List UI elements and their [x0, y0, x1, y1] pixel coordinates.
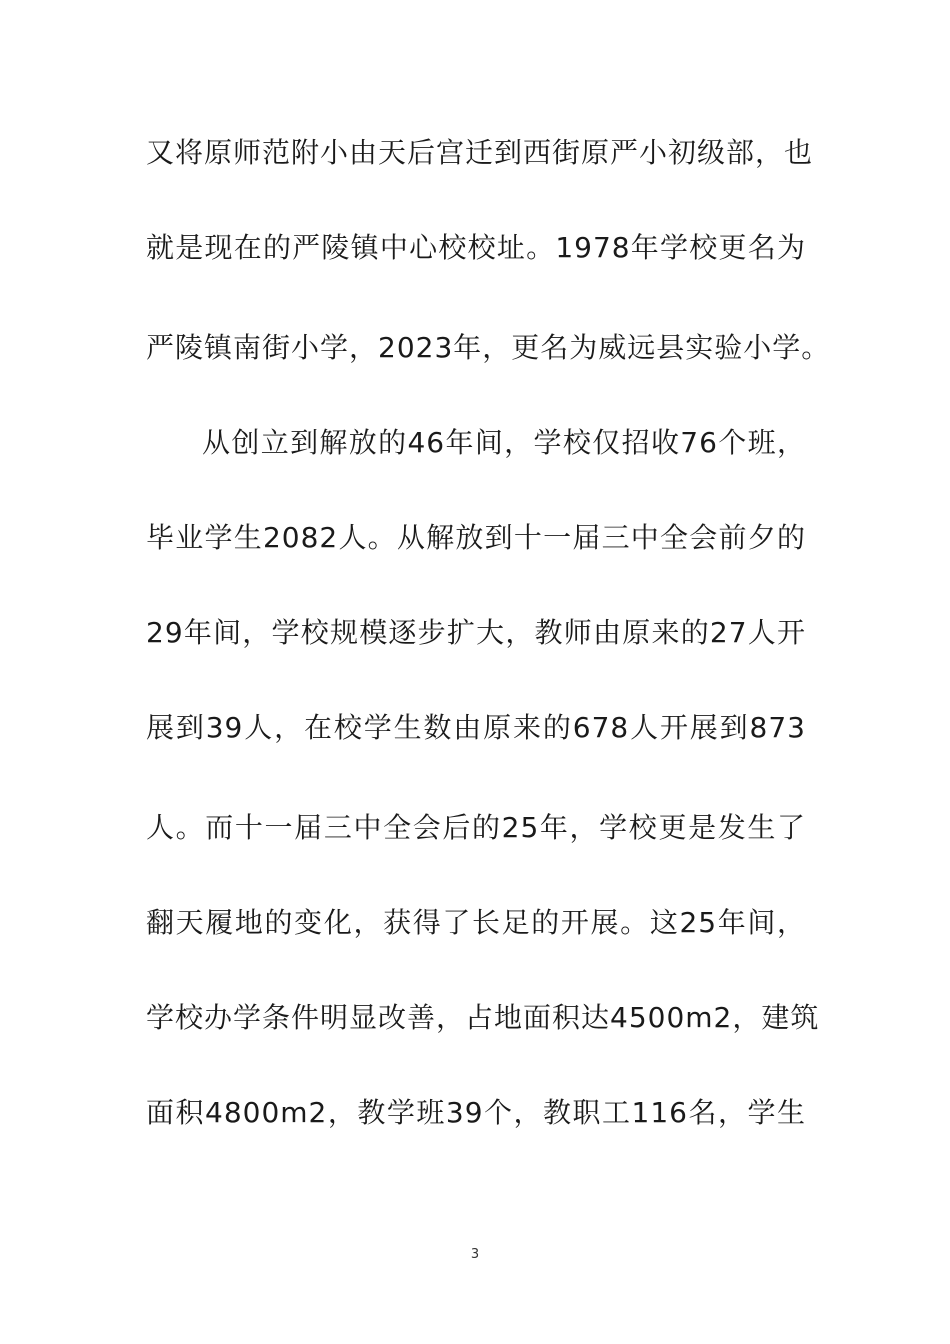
text-line-1: 又将原师范附小由天后宫迁到西街原严小初级部，也 — [146, 136, 814, 169]
text-line-7: 展到39人，在校学生数由原来的678人开展到873 — [146, 711, 806, 744]
page-number: 3 — [470, 1247, 480, 1262]
text-line-10: 学校办学条件明显改善，占地面积达4500m2，建筑 — [146, 1001, 820, 1034]
text-line-8: 人。而十一届三中全会后的25年，学校更是发生了 — [146, 811, 806, 844]
text-line-3: 严陵镇南街小学，2023年，更名为威远县实验小学。 — [146, 331, 831, 364]
text-line-6: 29年间，学校规模逐步扩大，教师由原来的27人开 — [146, 616, 806, 649]
text-line-2: 就是现在的严陵镇中心校校址。1978年学校更名为 — [146, 231, 806, 264]
text-line-4: 从创立到解放的46年间，学校仅招收76个班， — [202, 426, 806, 459]
text-line-9: 翻天履地的变化，获得了长足的开展。这25年间， — [146, 906, 806, 939]
text-line-5: 毕业学生2082人。从解放到十一届三中全会前夕的 — [146, 521, 806, 554]
text-line-11: 面积4800m2，教学班39个，教职工116名，学生 — [146, 1096, 806, 1129]
